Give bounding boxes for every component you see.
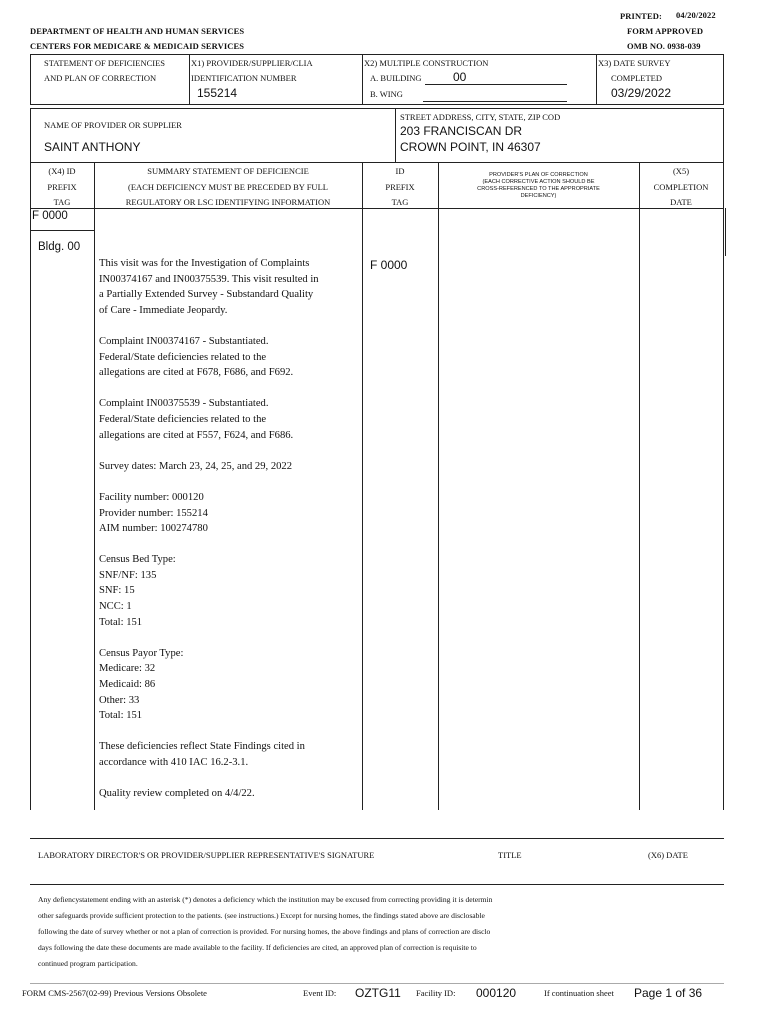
- form-id: FORM CMS-2567(02-99) Previous Versions Obsolete: [22, 988, 207, 998]
- x1-label-2: IDENTIFICATION NUMBER: [191, 73, 297, 83]
- plan-sub-label-2: CROSS-REFERENCED TO THE APPROPRIATE: [477, 186, 600, 192]
- printed-label: PRINTED:: [620, 11, 662, 21]
- printed-date: 04/20/2022: [676, 10, 716, 20]
- address-label: STREET ADDRESS, CITY, STATE, ZIP COD: [400, 112, 561, 122]
- x1-label: X1) PROVIDER/SUPPLIER/CLIA: [191, 58, 313, 68]
- summary-paragraph: [99, 739, 359, 770]
- summary-line: Total: 151: [99, 616, 143, 628]
- summary-line: Medicare: 32: [99, 663, 156, 675]
- rule: [30, 54, 31, 104]
- continuation-label: If continuation sheet: [544, 988, 614, 998]
- summary-paragraph: [99, 334, 359, 381]
- survey-date-value: 03/29/2022: [611, 86, 672, 100]
- rule: [30, 54, 724, 55]
- summary-line: Provider number: 155214: [99, 507, 208, 519]
- provider-name-label: NAME OF PROVIDER OR SUPPLIER: [44, 120, 182, 130]
- event-id-label: Event ID:: [303, 988, 337, 998]
- summary-line: allegations are cited at F678, F686, and F692.: [99, 367, 294, 379]
- summary-label: SUMMARY STATEMENT OF DEFICIENCIE: [147, 166, 309, 176]
- summary-paragraph: [99, 256, 359, 318]
- x3-label: X3) DATE SURVEY: [598, 58, 671, 68]
- deficiency-tag-right: F 0000: [370, 258, 408, 272]
- tag-underline: [30, 230, 94, 231]
- summary-line: Complaint IN00374167 - Substantiated.: [99, 335, 269, 347]
- disclaimer-line: following the date of survey whether or not a plan of correction is provided. For nursing homes, the above findings and plans of correction are disclo: [38, 927, 491, 936]
- summary-statement: [99, 256, 359, 817]
- column-rule: [725, 208, 726, 256]
- event-id-value: OZTG11: [355, 986, 401, 1000]
- signature-label: LABORATORY DIRECTOR'S OR PROVIDER/SUPPLIER REPRESENTATIVE'S SIGNATURE: [38, 850, 375, 860]
- summary-paragraph: [99, 786, 359, 802]
- facility-id-value: 000120: [476, 986, 517, 1000]
- x6-date-label: (X6) DATE: [648, 850, 688, 860]
- summary-sub-label: (EACH DEFICIENCY MUST BE PRECEDED BY FULL: [128, 182, 328, 192]
- summary-paragraph: [99, 490, 359, 537]
- summary-line: These deficiencies reflect State Findings cited in: [99, 741, 305, 753]
- wing-label: B. WING: [370, 89, 403, 99]
- rule: [30, 838, 724, 839]
- summary-line: Facility number: 000120: [99, 491, 204, 503]
- disclaimer-line: other safeguards provide sufficient protection to the patients. (see instructions.) Except for nursing homes, the findings stated above are disclosable: [38, 911, 485, 920]
- column-rule: [639, 162, 640, 810]
- x5-label: (X5): [672, 166, 690, 176]
- summary-paragraph: [99, 552, 359, 630]
- building-value: 00: [453, 70, 467, 84]
- column-rule: [723, 162, 724, 810]
- summary-line: Federal/State deficiencies related to the: [99, 413, 267, 425]
- x4-id-label: (X4) ID: [48, 166, 76, 176]
- rule: [30, 208, 724, 209]
- disclaimer-line: continued program participation.: [38, 959, 138, 968]
- facility-id-label: Facility ID:: [416, 988, 456, 998]
- rule: [723, 108, 724, 162]
- rule: [30, 884, 724, 885]
- x2-label: X2) MULTIPLE CONSTRUCTION: [364, 58, 489, 68]
- x4-prefix-label: PREFIX: [47, 182, 77, 192]
- column-rule: [30, 162, 31, 810]
- summary-line: Census Bed Type:: [99, 554, 176, 566]
- summary-line: Medicaid: 86: [99, 679, 156, 691]
- id-prefix-label: PREFIX: [385, 182, 415, 192]
- summary-line: accordance with 410 IAC 16.2-3.1.: [99, 757, 249, 768]
- summary-line: Complaint IN00375539 - Substantiated.: [99, 398, 269, 410]
- summary-line: Other: 33: [99, 694, 140, 706]
- rule: [30, 162, 724, 163]
- summary-line: SNF/NF: 135: [99, 569, 157, 581]
- summary-sub-label-2: REGULATORY OR LSC IDENTIFYING INFORMATION: [125, 197, 331, 207]
- summary-line: Survey dates: March 23, 24, 25, and 29, 2022: [99, 460, 293, 472]
- summary-line: IN00374167 and IN00375539. This visit resulted in: [99, 273, 319, 285]
- summary-paragraph: [99, 396, 359, 443]
- summary-line: NCC: 1: [99, 601, 132, 613]
- rule: [395, 108, 396, 162]
- rule: [723, 54, 724, 104]
- omb-number: OMB NO. 0938-039: [627, 41, 701, 51]
- disclaimer-line: days following the date these documents are made available to the facility. If deficiencies are cited, an approved plan of correction is requisite to: [38, 943, 477, 952]
- wing-underline: [423, 101, 567, 102]
- date-label: DATE: [670, 197, 692, 207]
- disclaimer-line: Any defiencystatement ending with an asterisk (*) denotes a deficiency which the institution may be excused from correcting providing it is determin: [38, 895, 493, 904]
- summary-paragraph: [99, 459, 359, 475]
- address-street: 203 FRANCISCAN DR: [400, 124, 523, 138]
- summary-paragraph: [99, 646, 359, 724]
- statement-label: STATEMENT OF DEFICIENCIES: [44, 58, 166, 68]
- title-label: TITLE: [498, 850, 522, 860]
- summary-line: Federal/State deficiencies related to the: [99, 351, 267, 363]
- summary-line: AIM number: 100274780: [99, 523, 208, 535]
- building-label: A. BUILDING: [370, 73, 422, 83]
- provider-name-value: SAINT ANTHONY: [44, 140, 141, 154]
- address-city: CROWN POINT, IN 46307: [400, 140, 541, 154]
- rule: [30, 108, 724, 109]
- form-approved: FORM APPROVED: [627, 26, 704, 36]
- rule: [596, 54, 597, 104]
- rule: [30, 104, 724, 105]
- plan-sub-label-3: DEFICIENCY): [520, 193, 557, 199]
- department-title: DEPARTMENT OF HEALTH AND HUMAN SERVICES: [30, 26, 245, 36]
- rule: [30, 108, 31, 162]
- completed-label: COMPLETED: [611, 73, 662, 83]
- summary-line: Total: 151: [99, 710, 143, 722]
- id-tag-label: TAG: [391, 197, 409, 207]
- building-underline: [425, 84, 567, 85]
- id-label: ID: [395, 166, 405, 176]
- plan-sub-label: (EACH CORRECTIVE ACTION SHOULD BE: [482, 179, 595, 185]
- summary-line: This visit was for the Investigation of Complaints: [99, 258, 310, 269]
- centers-title: CENTERS FOR MEDICARE & MEDICAID SERVICES: [30, 41, 245, 51]
- completion-label: COMPLETION: [653, 182, 709, 192]
- deficiency-tag-left: F 0000: [32, 210, 68, 222]
- column-rule: [438, 162, 439, 810]
- summary-line: SNF: 15: [99, 585, 135, 597]
- disclaimer: [38, 892, 724, 972]
- summary-line: Census Payor Type:: [99, 647, 184, 659]
- provider-id-value: 155214: [197, 86, 238, 100]
- building-tag: Bldg. 00: [38, 241, 81, 253]
- x4-tag-label: TAG: [53, 197, 71, 207]
- rule: [189, 54, 190, 104]
- plan-label: AND PLAN OF CORRECTION: [44, 73, 157, 83]
- summary-line: a Partially Extended Survey - Substandard Quality: [99, 289, 314, 301]
- column-rule: [94, 162, 95, 810]
- summary-line: Quality review completed on 4/4/22.: [99, 788, 255, 800]
- page-number: Page 1 of 36: [634, 986, 703, 1000]
- summary-line: allegations are cited at F557, F624, and F686.: [99, 429, 294, 441]
- plan-label: PROVIDER'S PLAN OF CORRECTION: [489, 172, 588, 178]
- column-rule: [362, 162, 363, 810]
- rule: [362, 54, 363, 104]
- rule: [30, 983, 724, 984]
- summary-line: of Care - Immediate Jeopardy.: [99, 304, 228, 316]
